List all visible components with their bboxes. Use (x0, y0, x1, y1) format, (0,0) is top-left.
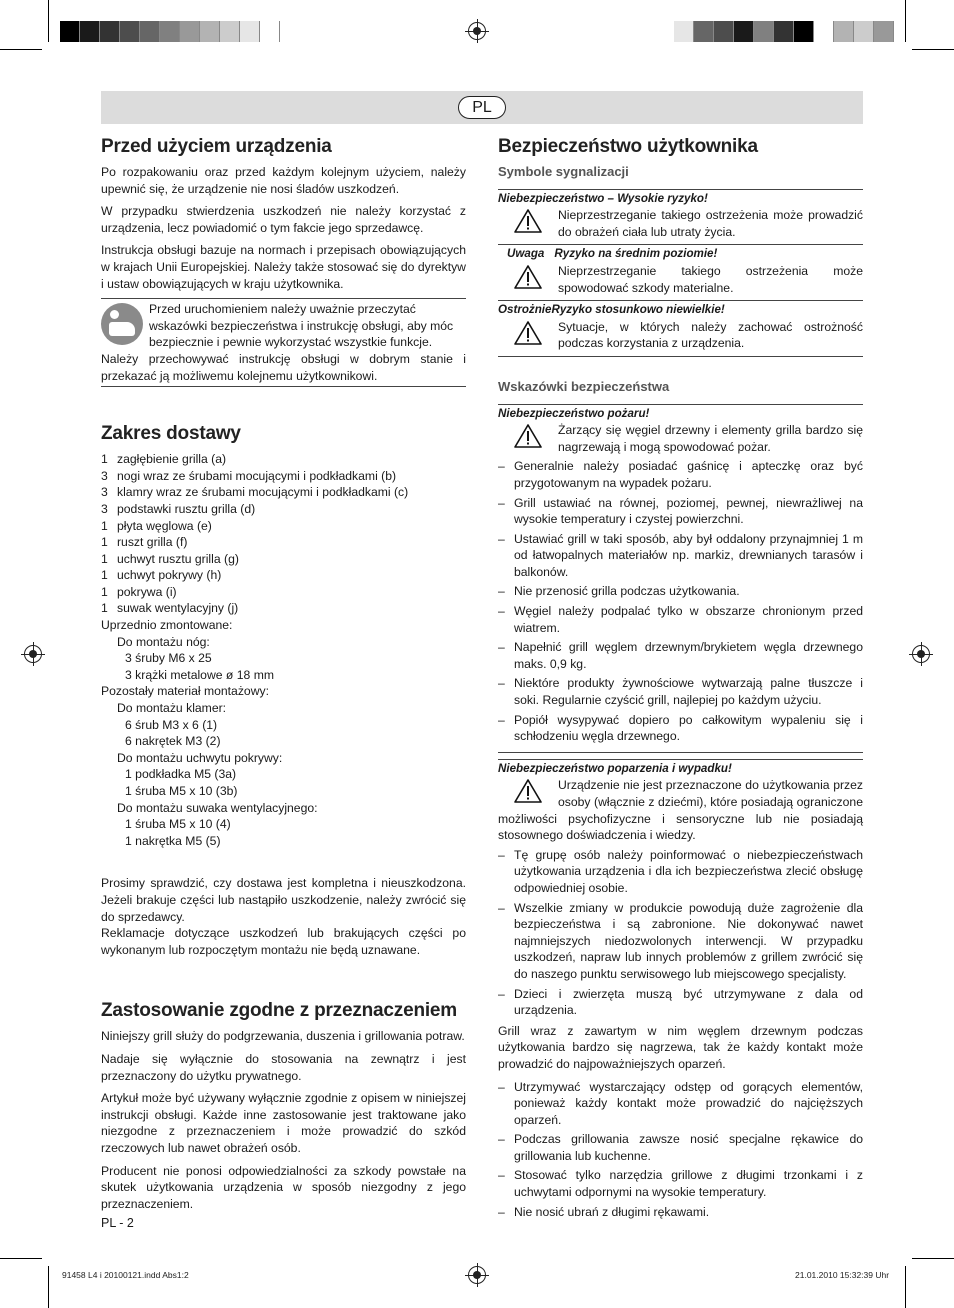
group-label: Do montażu uchwytu pokrywy: (117, 750, 283, 765)
list-item: – Popiół wysypywać dopiero po całkowitym wypaleniu się i schłodzeniu węgla drzewnego. (498, 712, 863, 744)
list-item: 3 podstawki rusztu grilla (d) (101, 501, 256, 516)
color-swatch (140, 21, 160, 42)
color-swatch (200, 21, 220, 42)
registration-mark-icon (468, 1266, 486, 1284)
color-swatch (100, 21, 120, 42)
color-swatch (674, 21, 694, 42)
list-item: – Niektóre produkty żywnościowe wytwarzają palne tłuszcze i soki. Regularnie czyścić grill, najlepiej po każdym użyciu. (498, 676, 863, 708)
signal-symbol-caution: Uwaga Ryzyko na średnim poziomie! Nieprzestrzeganie takiego ostrzeżenia może spowodować szkody materialne. (498, 244, 863, 300)
burn-hazard-block: Niebezpieczeństwo poparzenia i wypadku! Urządzenie nie jest przeznaczone do użytkowania przez osoby (włącznie z dziećmi), które posiadają ograniczone możliwości psychofizyczne i sensoryczne lub nie posiadają stosownego doświadczenia i wiedzy. – Tę grupę osób należy poinformować o niebezpieczeństwach użytkowania urządzenia i dla ich bezpieczeństwa zlecić obsługę odpowiedniej osobie. – Wszelkie zmiany w produkcie powodują duże zagrożenie dla bezpieczeństwa i są zabronione. Nie dokonywać nawet najmniejszych niedozwolonych interwencji. W przypadku uszkodzeń, napraw lub innych problemów z grillem zwrócić się do naszego punktu serwisowego lub miejscowego specjalisty. – Dzieci i zwierzęta muszą być utrzymywane z dala od urządzenia. Grill wraz z zawartym w nim węglem drzewnym podczas użytkowania bardzo się nagrzewa, tak że każdy kontakt może prowadzić do najpoważniejszych oparzeń. – Utrzymywać wystarczający odstęp od gorących elementów, ponieważ każdy kontakt może prowadzić do najcięższych oparzeń. – Podczas grillowania zawsze nosić specjalne rękawice do grillowania lub kuchenne. – Stosować tylko narzędzia grillowe z długimi trzonkami i z uchwytami odpornymi na wysokie temperatury. – Nie nosić ubrań z długimi rękawami. (498, 759, 863, 1220)
list-item: 3 śruby M6 x 25 (125, 651, 212, 666)
paragraph: W przypadku stwierdzenia uszkodzeń nie należy korzystać z urządzenia, lecz powiadomić o tym fakcie jego sprzedawcę. (101, 204, 466, 235)
right-column (498, 136, 863, 1223)
list-item: – Ustawiać grill w taki sposób, aby był oddalony przynajmniej 1 m od łatwopalnych materiałów np. markiz, drewnianych tarasów i balkonów. (498, 531, 863, 579)
color-swatch (854, 21, 874, 42)
paragraph: Grill wraz z zawartym w nim węglem drzewnym podczas użytkowania bardzo się nagrzewa, tak że każdy kontakt może prowadzić do najpoważniejszych oparzeń. (498, 1023, 863, 1071)
list-item: 1 ruszt grilla (f) (101, 535, 188, 550)
list-item: 1 śruba M5 x 10 (3b) (125, 784, 238, 798)
fire-hazard-list (498, 458, 863, 745)
color-bar-right (674, 21, 894, 42)
subsection-title-signal-symbols: Symbole sygnalizacji (498, 164, 629, 179)
paragraph: Instrukcja obsługi bazuje na normach i przepisach obowiązujących w krajach Unii Europejskiej. Należy także stosować się do dyrektyw i ustaw obowiązujących w kraju użytkownika. (101, 243, 466, 291)
color-swatch (80, 21, 100, 42)
list-item: 6 nakrętek M3 (2) (125, 734, 221, 749)
print-slug-date: 21.01.2010 15:32:39 Uhr (795, 1270, 890, 1280)
list-item: 1 suwak wentylacyjny (j) (101, 601, 239, 616)
section-title-intended-use: Zastosowanie zgodne z przeznaczeniem (101, 1000, 457, 1022)
list-item: 1 uchwyt pokrywy (h) (101, 568, 222, 583)
color-swatch (734, 21, 754, 42)
burn-hazard-list (498, 847, 863, 1019)
list-item: – Napełnić grill węglem drzewnym/brykietem węgla drzewnego maks. 0,9 kg. (498, 640, 863, 671)
color-swatch (260, 21, 280, 42)
print-slug-file: 91458 L4 i 20100121.indd Abs1:2 (62, 1270, 189, 1280)
list-item: – Podczas grillowania zawsze nosić specjalne rękawice do grillowania lub kuchenne. (498, 1132, 863, 1163)
crop-mark (0, 1258, 42, 1259)
list-item: 1 podkładka M5 (3a) (125, 767, 237, 782)
remaining-label: Pozostały materiał montażowy: (101, 684, 269, 699)
color-swatch (794, 21, 814, 42)
color-bar-left (60, 21, 280, 42)
list-item: – Wszelkie zmiany w produkcie powodują duże zagrożenie dla bezpieczeństwa i są zabronione. Nie dokonywać nawet najmniejszych niedozwolonych interwencji. W przypadku uszkodzeń, napraw lub innych problemów z grillem zwrócić się do naszego punktu serwisowego lub miejscowego specjalisty. (498, 900, 863, 981)
subsection-title-safety-hints: Wskazówki bezpieczeństwa (498, 378, 670, 394)
paragraph: Niniejszy grill służy do podgrzewania, duszenia i grillowania potraw. (101, 1029, 465, 1044)
warning-triangle-icon (498, 422, 558, 448)
group-label: Do montażu klamer: (117, 701, 227, 716)
crop-mark (905, 0, 906, 42)
list-item: – Grill ustawiać na równej, poziomej, pewnej, niewrażliwej na wysokie temperatury i czystej powierzchni. (498, 495, 863, 527)
list-item: – Nie przenosić grilla podczas użytkowania. (498, 584, 740, 599)
list-item: 1 zagłębienie grilla (a) (101, 452, 227, 467)
list-item: – Dzieci i zwierzęta muszą być utrzymywane z dala od urządzenia. (498, 986, 863, 1018)
list-item: 1 nakrętka M5 (5) (125, 833, 221, 848)
paragraph: Nadaje się wyłącznie do stosowania na zewnątrz i jest przeznaczony do użytku prywatnego. (101, 1051, 466, 1083)
color-swatch (160, 21, 180, 42)
list-item: 1 płyta węglowa (e) (101, 518, 212, 533)
color-swatch (220, 21, 240, 42)
list-item: 1 uchwyt rusztu grilla (g) (101, 551, 239, 566)
color-swatch (694, 21, 714, 42)
list-item: – Stosować tylko narzędzia grillowe z długimi trzonkami i z uchwytami odpornymi na wysokie temperatury. (498, 1168, 863, 1200)
list-item: 6 śrub M3 x 6 (1) (125, 717, 218, 732)
crop-mark (0, 49, 42, 50)
paragraph: Po rozpakowaniu oraz przed każdym kolejnym użyciem, należy upewnić się, że urządzenie nie nosi śladów uszkodzeń. (101, 165, 466, 196)
paragraph: Reklamacje dotyczące uszkodzeń lub brakujących części po wykonanym lub rozpoczętym montażu nie będą uznawane. (101, 926, 466, 957)
preassembled-label: Uprzednio zmontowane: (101, 618, 233, 633)
list-item: 1 śruba M5 x 10 (4) (125, 817, 231, 832)
color-swatch (120, 21, 140, 42)
fire-hazard-block: Niebezpieczeństwo pożaru! Żarzący się węgiel drzewny i elementy grilla bardzo się nagrzewają i mogą spowodować pożar. – Generalnie należy posiadać gaśnicę i apteczkę oraz być przygotowanym na wypadek pożaru. – Grill ustawiać na równej, poziomej, pewnej, niewrażliwej na wysokie temperatury i czystej powierzchni. – Ustawiać grill w taki sposób, aby był oddalony przynajmniej 1 m od łatwopalnych materiałów np. markiz, drewnianych tarasów i balkonów. – Nie przenosić grilla podczas użytkowania. – Węgiel należy podpalać tylko w obszarze chronionym przed wiatrem. – Napełnić grill węglem drzewnym/brykietem węgla drzewnego maks. 0,9 kg. – Niektóre produkty żywnościowe wytwarzają palne tłuszcze i soki. Regularnie czyścić grill, najlepiej po każdym użyciu. – Popiół wysypywać dopiero po całkowitym wypaleniu się i schłodzeniu węgla drzewnego. (498, 404, 863, 753)
crop-mark (912, 49, 954, 50)
crop-mark (48, 1266, 49, 1308)
color-swatch (240, 21, 260, 42)
color-swatch (714, 21, 734, 42)
group-label: Do montażu nóg: (117, 634, 210, 649)
list-item: – Tę grupę osób należy poinformować o niebezpieczeństwach użytkowania urządzenia i dla ich bezpieczeństwa zlecić obsługę odpowiedniej osobie. (498, 847, 863, 895)
section-title-before-use: Przed użyciem urządzenia (101, 136, 332, 157)
list-item: – Generalnie należy posiadać gaśnicę i apteczkę oraz być przygotowanym na wypadek pożaru. (498, 459, 863, 490)
registration-mark-icon (468, 22, 486, 40)
read-manual-icon (101, 303, 143, 345)
list-item: 3 krążki metalowe ø 18 mm (125, 667, 274, 682)
crop-mark (48, 0, 49, 42)
crop-mark (905, 1266, 906, 1308)
left-column (101, 136, 466, 1218)
color-swatch (834, 21, 854, 42)
list-item: 3 nogi wraz ze śrubami mocującymi i podkładkami (b) (101, 468, 397, 483)
color-swatch (774, 21, 794, 42)
section-title-user-safety: Bezpieczeństwo użytkownika (498, 136, 758, 157)
color-swatch (60, 21, 80, 42)
color-swatch (814, 21, 834, 42)
color-swatch (754, 21, 774, 42)
signal-symbol-notice: OstrożnieRyzyko stosunkowo niewielkie! Sytuacje, w których należy zachować ostrożność podczas korzystania z urządzenia. (498, 300, 863, 357)
warning-triangle-icon (498, 319, 558, 352)
paragraph: Producent nie ponosi odpowiedzialności za szkody powstałe na skutek użytkowania urządzenia w sposób niezgodny z jego przeznaczeniem. (101, 1163, 466, 1211)
keep-manual-text: Należy przechowywać instrukcję obsługi w dobrym stanie i przekazać ją możliwemu kolejnemu użytkownikowi. (101, 351, 466, 383)
read-manual-text: Przed uruchomieniem należy uważnie przeczytać wskazówki bezpieczeństwa i instrukcję obsługi, aby móc bezpiecznie i pewnie wykorzystać wszystkie funkcje. (149, 302, 454, 350)
list-item: 1 pokrywa (i) (101, 584, 177, 599)
warning-triangle-icon (498, 207, 558, 240)
registration-mark-icon (912, 645, 930, 663)
list-item: – Utrzymywać wystarczający odstęp od gorących elementów, ponieważ każdy kontakt może prowadzić do najcięższych oparzeń. (498, 1079, 863, 1127)
signal-symbol-danger: Niebezpieczeństwo – Wysokie ryzyko! Nieprzestrzeganie takiego ostrzeżenia może prowadzić do obrażeń ciała lub utraty życia. (498, 189, 863, 245)
page-number: PL - 2 (101, 1216, 134, 1230)
warning-triangle-icon (498, 263, 558, 296)
crop-mark (912, 1258, 954, 1259)
language-badge: PL (458, 96, 506, 119)
heat-hazard-list (498, 1079, 863, 1221)
read-manual-notice (101, 298, 466, 387)
group-label: Do montażu suwaka wentylacyjnego: (117, 800, 318, 815)
delivery-list (101, 451, 466, 617)
color-swatch (180, 21, 200, 42)
registration-mark-icon (24, 645, 42, 663)
list-item: – Węgiel należy podpalać tylko w obszarze chronionym przed wiatrem. (498, 604, 863, 635)
paragraph: Prosimy sprawdzić, czy dostawa jest kompletna i nieuszkodzona. Jeżeli brakuje części lub nastąpiło uszkodzenie, należy zwrócić się do sprzedawcy. (101, 876, 466, 924)
paragraph: Artykuł może być używany wyłącznie zgodnie z opisem w niniejszej instrukcji obsługi. Każde inne zastosowanie jest traktowane jako niezgodne z przeznaczeniem i może prowadzić do szkód rzeczowych lub nawet obrażeń osób. (101, 1091, 466, 1155)
section-title-delivery: Zakres dostawy (101, 423, 241, 445)
color-swatch (874, 21, 894, 42)
warning-triangle-icon (498, 777, 558, 803)
list-item: – Nie nosić ubrań z długimi rękawami. (498, 1204, 710, 1219)
list-item: 3 klamry wraz ze śrubami mocującymi i podkładkami (c) (101, 485, 409, 500)
